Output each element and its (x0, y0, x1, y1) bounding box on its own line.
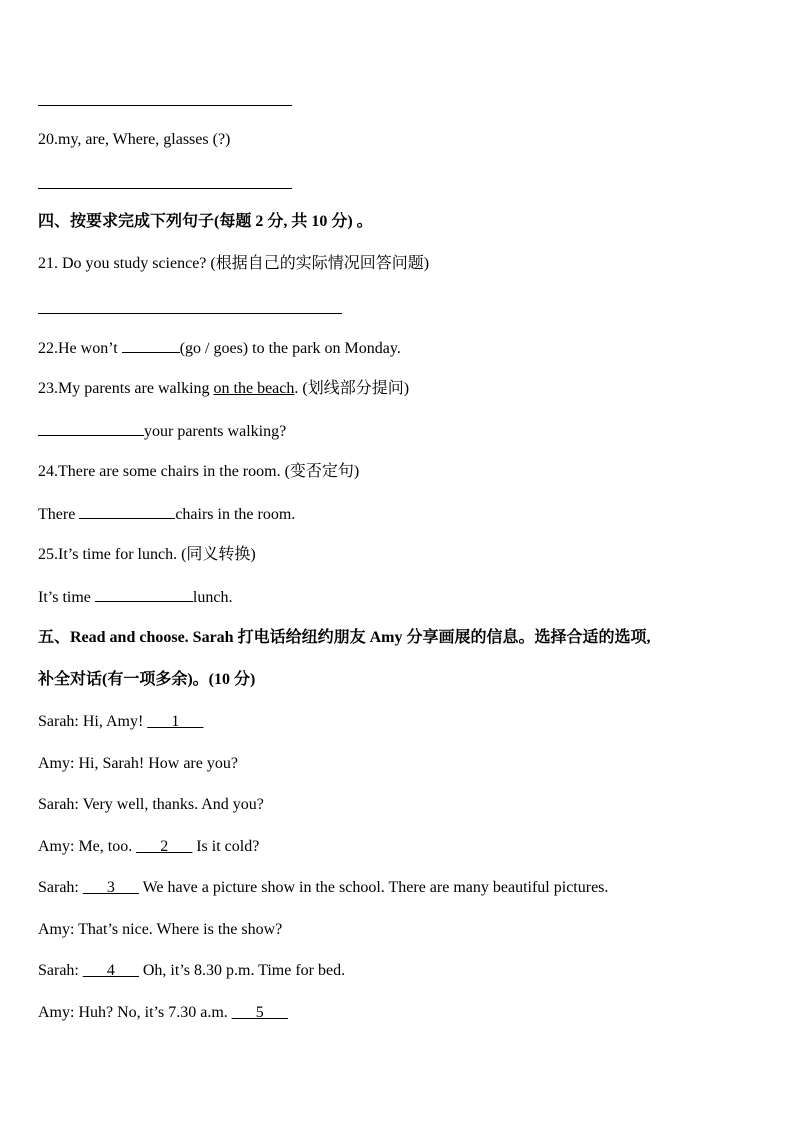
dialogue-text: Sarah: (38, 879, 83, 896)
question-22-before: 22.He won’t (38, 340, 122, 357)
question-23 (38, 379, 409, 399)
blank-24 (79, 504, 175, 519)
dialogue-text: Oh, it’s 8.30 p.m. Time for bed. (138, 962, 346, 979)
blank-25 (95, 587, 193, 602)
dialogue-line (38, 1003, 288, 1023)
question-23-answer (38, 421, 286, 442)
dialogue-blank-3: ___3___ (82, 879, 139, 896)
question-25-answer-before: It’s time (38, 589, 95, 606)
section-5-heading-line-1: 五、Read and choose. Sarah 打电话给纽约朋友 Amy 分享画展的信息。选择合适的选项, (38, 629, 651, 646)
dialogue-line (38, 837, 259, 857)
question-24-answer (38, 504, 295, 525)
answer-line-21 (38, 313, 342, 314)
section-4-heading: 四、按要求完成下列句子(每题 2 分, 共 10 分) 。 (38, 213, 373, 230)
dialogue-text: We have a picture show in the school. There are many beautiful pictures. (138, 879, 609, 896)
dialogue-text: Sarah: Hi, Amy! (38, 713, 148, 730)
dialogue-text: Amy: Hi, Sarah! How are you? (38, 755, 238, 772)
dialogue-text: Amy: That’s nice. Where is the show? (38, 921, 283, 938)
question-24-answer-after: chairs in the room. (175, 506, 296, 523)
question-23-answer-after: your parents walking? (144, 423, 287, 440)
question-22 (38, 338, 401, 359)
dialogue-text: Is it cold? (192, 838, 260, 855)
question-20: 20.my, are, Where, glasses (?) (38, 131, 231, 148)
answer-line-19 (38, 105, 292, 106)
dialogue-text: Amy: Huh? No, it’s 7.30 a.m. (38, 1004, 232, 1021)
question-23-before: 23.My parents are walking (38, 380, 214, 397)
question-21: 21. Do you study science? (根据自己的实际情况回答问题) (38, 255, 430, 272)
dialogue-text: Amy: Me, too. (38, 838, 137, 855)
question-22-after: (go / goes) to the park on Monday. (179, 340, 401, 357)
dialogue-blank-5: ___5___ (231, 1004, 288, 1021)
answer-line-20 (38, 188, 292, 189)
dialogue-line (38, 961, 345, 981)
question-23-underlined: on the beach (213, 380, 295, 397)
question-24: 24.There are some chairs in the room. (变否定句) (38, 463, 360, 480)
question-25-answer (38, 587, 232, 608)
dialogue-blank-1: ___1___ (147, 713, 204, 730)
dialogue-text: Sarah: (38, 962, 83, 979)
dialogue-blank-4: ___4___ (82, 962, 139, 979)
section-5-heading-line-2: 补全对话(有一项多余)。(10 分) (38, 671, 256, 688)
question-24-answer-before: There (38, 506, 80, 523)
dialogue-line (38, 754, 238, 774)
dialogue-blank-2: ___2___ (136, 838, 193, 855)
dialogue-text: Sarah: Very well, thanks. And you? (38, 796, 264, 813)
blank-22 (122, 338, 180, 353)
question-23-after: . (划线部分提问) (294, 380, 410, 397)
dialogue-line (38, 920, 282, 940)
blank-23 (38, 421, 144, 436)
question-25: 25.It’s time for lunch. (同义转换) (38, 546, 256, 563)
dialogue-line (38, 878, 608, 898)
question-25-answer-after: lunch. (192, 589, 233, 606)
dialogue-line (38, 795, 264, 815)
dialogue-line (38, 712, 203, 732)
